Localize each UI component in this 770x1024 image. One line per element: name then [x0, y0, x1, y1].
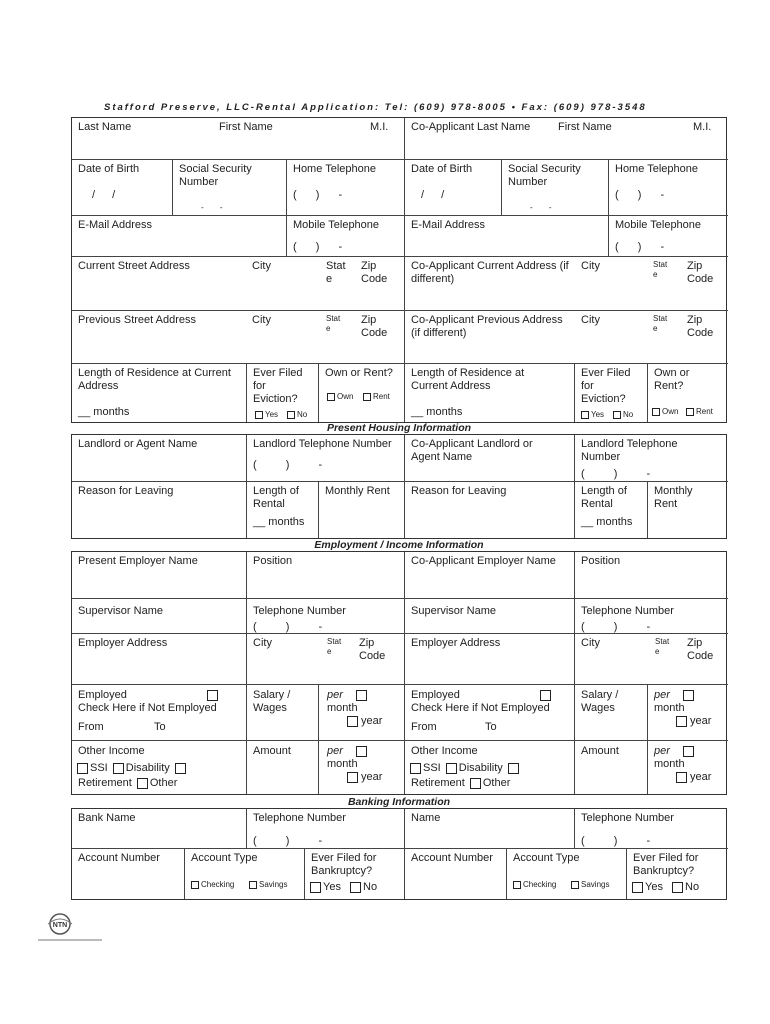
co-dob-blank: / / — [421, 189, 445, 201]
co-own-label: Own — [662, 407, 679, 416]
ntn-logo-mark — [30, 912, 110, 946]
amount-year-checkbox[interactable] — [347, 772, 358, 783]
co-bank-tel-blank: ( ) - — [581, 835, 651, 847]
savings-checkbox[interactable] — [249, 881, 257, 889]
mobile-label: Mobile Telephone — [293, 219, 380, 231]
co-income-sources-row-2 — [411, 777, 510, 790]
co-employer-state-label: State — [655, 637, 670, 656]
co-employer-name-field[interactable] — [405, 552, 575, 599]
landlord-tel-field[interactable] — [247, 435, 405, 482]
co-salary-period-field[interactable] — [648, 685, 728, 741]
employment-section — [71, 551, 727, 795]
co-amount-month-label: month — [654, 758, 685, 770]
co-mi-label: M.I. — [693, 121, 712, 133]
co-previous-zip-label: Zip Code — [687, 314, 714, 339]
co-landlord-name-field[interactable] — [405, 435, 575, 482]
co-amount-year-label: year — [690, 771, 712, 783]
amount-per-label: per — [327, 745, 343, 757]
co-employer-city-field[interactable] — [575, 634, 728, 685]
co-landlord-tel-label: Landlord Telephone Number — [581, 438, 678, 463]
account-type-label: Account Type — [191, 852, 258, 864]
retirement-label: Retirement — [78, 777, 132, 789]
from-label: From — [78, 721, 104, 733]
landlord-name-label: Landlord or Agent Name — [78, 438, 198, 450]
co-previous-city-label: City — [581, 314, 600, 326]
last-name-label: Last Name — [78, 121, 132, 133]
co-mobile-field[interactable] — [609, 216, 728, 257]
eviction-no-label: No — [297, 410, 308, 419]
co-employer-address-field[interactable] — [405, 634, 575, 685]
bank-tel-field[interactable] — [247, 809, 405, 849]
co-landlord-tel-field[interactable] — [575, 435, 728, 482]
employer-city-label: City — [253, 637, 272, 649]
bankruptcy-no-checkbox[interactable] — [350, 882, 361, 893]
co-landlord-name-label: Co-Applicant Landlord or Agent Name — [411, 438, 533, 463]
co-disability-extra-checkbox[interactable] — [508, 763, 519, 774]
co-length-residence-field[interactable] — [405, 364, 575, 422]
co-current-city-label: City — [581, 260, 600, 272]
co-savings-checkbox[interactable] — [571, 881, 579, 889]
ssi-label: SSI — [90, 762, 108, 774]
ntn-logo-text: NTN — [52, 922, 68, 929]
co-employer-zip-label: Zip Code — [687, 637, 714, 662]
reason-leaving-label: Reason for Leaving — [78, 485, 174, 497]
current-address-label: Current Street Address — [78, 260, 190, 272]
home-tel-blank: ( ) - — [293, 189, 343, 201]
co-monthly-rent-label: Monthly Rent — [654, 485, 693, 510]
salary-per-label: per — [327, 689, 343, 701]
landlord-tel-label: Landlord Telephone Number — [253, 438, 392, 450]
monthly-rent-field[interactable] — [319, 482, 405, 538]
employed-label: Employed — [78, 689, 127, 701]
previous-zip-label: Zip Code — [361, 314, 388, 339]
co-amount-period-field[interactable] — [648, 741, 728, 794]
co-last-name-field[interactable] — [405, 118, 728, 160]
salary-period-field[interactable] — [319, 685, 405, 741]
mobile-field[interactable] — [287, 216, 405, 257]
co-bankruptcy-yes-checkbox[interactable] — [632, 882, 643, 893]
disability-checkbox[interactable] — [113, 763, 124, 774]
rent-label: Rent — [373, 392, 390, 401]
co-rent-checkbox[interactable] — [686, 408, 694, 416]
co-other-income-label: Other Income — [411, 745, 478, 757]
co-landlord-tel-blank: ( ) - — [581, 468, 651, 480]
checking-checkbox[interactable] — [191, 881, 199, 889]
salary-field[interactable] — [247, 685, 319, 741]
co-eviction-label: Ever Filed for Eviction? — [581, 367, 631, 405]
co-ssi-label: SSI — [423, 762, 441, 774]
banking-section — [71, 808, 727, 900]
own-option[interactable] — [325, 392, 353, 402]
co-salary-month-checkbox[interactable] — [683, 690, 694, 701]
co-salary-year-label: year — [690, 715, 712, 727]
employer-zip-label: Zip Code — [359, 637, 386, 662]
dob-field[interactable] — [72, 160, 173, 216]
amount-period-field[interactable] — [319, 741, 405, 794]
co-account-type-field[interactable] — [507, 849, 627, 899]
co-last-name-label: Co-Applicant Last Name — [411, 121, 531, 133]
co-home-tel-label: Home Telephone — [615, 163, 698, 175]
home-tel-label: Home Telephone — [293, 163, 376, 175]
checking-option[interactable] — [189, 880, 234, 890]
position-label: Position — [253, 555, 293, 567]
previous-city-label: City — [252, 314, 271, 326]
co-amount-per-label: per — [654, 745, 670, 757]
co-own-rent-field[interactable] — [648, 364, 728, 422]
co-bankruptcy-no-label: No — [685, 881, 700, 893]
co-amount-year-checkbox[interactable] — [676, 772, 687, 783]
not-employed-label: Check Here if Not Employed — [78, 702, 217, 714]
length-residence-label: Length of Residence at Current Address — [78, 367, 231, 392]
amount-month-checkbox[interactable] — [356, 746, 367, 757]
co-eviction-no-label: No — [623, 410, 634, 419]
other-checkbox[interactable] — [137, 778, 148, 789]
rent-option[interactable] — [361, 392, 390, 402]
length-rental-months: __ months — [253, 516, 305, 528]
co-dob-label: Date of Birth — [411, 163, 473, 175]
co-account-number-label: Account Number — [411, 852, 493, 864]
length-residence-field[interactable] — [72, 364, 247, 422]
employer-address-label: Employer Address — [78, 637, 168, 649]
co-checking-option[interactable] — [511, 880, 556, 890]
co-current-address-label: Co-Applicant Current Address (if different) — [411, 260, 569, 285]
co-length-residence-months: __ months — [411, 406, 463, 418]
co-income-sources-row — [408, 762, 521, 775]
ssn-blank: - - — [201, 203, 223, 212]
other-label: Other — [149, 777, 178, 789]
co-disability-checkbox[interactable] — [446, 763, 457, 774]
co-employed-field[interactable] — [405, 685, 575, 741]
co-salary-label: Salary / Wages — [581, 689, 619, 714]
own-checkbox[interactable] — [327, 393, 335, 401]
co-employer-tel-field[interactable] — [575, 599, 728, 634]
mobile-blank: ( ) - — [293, 241, 343, 253]
co-not-employed-checkbox[interactable] — [540, 690, 551, 701]
housing-section-title: Present Housing Information — [326, 422, 472, 434]
disability-extra-checkbox[interactable] — [175, 763, 186, 774]
co-salary-month-label: month — [654, 702, 685, 714]
bank-tel-blank: ( ) - — [253, 835, 323, 847]
co-bank-tel-label: Telephone Number — [581, 812, 674, 824]
income-sources-row — [75, 762, 188, 775]
co-rent-option[interactable] — [684, 407, 713, 417]
co-savings-option[interactable] — [569, 880, 609, 890]
current-zip-label: Zip Code — [361, 260, 388, 285]
co-savings-label: Savings — [581, 880, 610, 889]
co-bankruptcy-field[interactable] — [627, 849, 728, 899]
co-bankruptcy-no-checkbox[interactable] — [672, 882, 683, 893]
co-ssn-label: Social Security Number — [508, 163, 581, 188]
employer-state-label: State — [327, 637, 342, 656]
co-email-field[interactable] — [405, 216, 609, 257]
co-supervisor-label: Supervisor Name — [411, 605, 496, 617]
previous-address-label: Previous Street Address — [78, 314, 197, 326]
co-eviction-field[interactable] — [575, 364, 648, 422]
co-first-name-label: First Name — [558, 121, 612, 133]
co-amount-month-checkbox[interactable] — [683, 746, 694, 757]
co-other-checkbox[interactable] — [470, 778, 481, 789]
co-dob-field[interactable] — [405, 160, 502, 216]
co-current-zip-label: Zip Code — [687, 260, 714, 285]
eviction-yes-checkbox[interactable] — [255, 411, 263, 419]
banking-section-title: Banking Information — [347, 796, 451, 808]
length-rental-label: Length of Rental — [253, 485, 299, 510]
income-sources-row-2 — [78, 777, 177, 790]
to-label: To — [154, 721, 166, 733]
savings-label: Savings — [259, 880, 288, 889]
co-eviction-no-checkbox[interactable] — [613, 411, 621, 419]
own-rent-label: Own or Rent? — [325, 367, 393, 379]
co-account-type-label: Account Type — [513, 852, 580, 864]
co-email-label: E-Mail Address — [411, 219, 485, 231]
co-eviction-yes-option[interactable] — [579, 410, 604, 420]
bankruptcy-yes-label: Yes — [323, 881, 341, 893]
dob-label: Date of Birth — [78, 163, 140, 175]
co-other-income-field[interactable] — [405, 741, 575, 794]
co-rent-label: Rent — [696, 407, 713, 416]
employer-name-field[interactable] — [72, 552, 247, 599]
employer-address-field[interactable] — [72, 634, 247, 685]
amount-year-label: year — [361, 771, 383, 783]
savings-option[interactable] — [247, 880, 287, 890]
email-field[interactable] — [72, 216, 287, 257]
email-label: E-Mail Address — [78, 219, 152, 231]
co-salary-field[interactable] — [575, 685, 648, 741]
co-length-rental-label: Length of Rental — [581, 485, 627, 510]
eviction-field[interactable] — [247, 364, 319, 422]
current-city-label: City — [252, 260, 271, 272]
co-mobile-label: Mobile Telephone — [615, 219, 702, 231]
co-salary-year-checkbox[interactable] — [676, 716, 687, 727]
co-employer-city-label: City — [581, 637, 600, 649]
co-own-option[interactable] — [650, 407, 678, 417]
account-number-field[interactable] — [72, 849, 185, 899]
own-rent-field[interactable] — [319, 364, 405, 422]
co-bankruptcy-label: Ever Filed for Bankruptcy? — [633, 852, 699, 877]
employer-tel-label: Telephone Number — [253, 605, 346, 617]
ssn-field[interactable] — [173, 160, 287, 216]
co-employed-label: Employed — [411, 689, 460, 701]
co-length-rental-months: __ months — [581, 516, 633, 528]
amount-field[interactable] — [247, 741, 319, 794]
eviction-label: Ever Filed for Eviction? — [253, 367, 303, 405]
home-tel-field[interactable] — [287, 160, 405, 216]
salary-year-checkbox[interactable] — [347, 716, 358, 727]
employer-tel-blank: ( ) - — [253, 621, 323, 633]
bank-tel-label: Telephone Number — [253, 812, 346, 824]
co-not-employed-label: Check Here if Not Employed — [411, 702, 550, 714]
co-amount-label: Amount — [581, 745, 619, 757]
amount-month-label: month — [327, 758, 358, 770]
length-residence-months: __ months — [78, 406, 130, 418]
co-account-number-field[interactable] — [405, 849, 507, 899]
bank-name-field[interactable] — [72, 809, 247, 849]
bankruptcy-label: Ever Filed for Bankruptcy? — [311, 852, 377, 877]
supervisor-field[interactable] — [72, 599, 247, 634]
bankruptcy-no-label: No — [363, 881, 378, 893]
co-bankruptcy-yes-label: Yes — [645, 881, 663, 893]
co-previous-address-label: Co-Applicant Previous Address (if different) — [411, 314, 563, 339]
previous-state-label: State — [326, 314, 341, 333]
amount-label: Amount — [253, 745, 291, 757]
housing-section — [71, 434, 727, 539]
applicant-section — [71, 117, 727, 423]
position-field[interactable] — [247, 552, 405, 599]
co-reason-leaving-field[interactable] — [405, 482, 575, 538]
account-number-label: Account Number — [78, 852, 160, 864]
co-current-address-field[interactable] — [405, 257, 728, 311]
eviction-no-checkbox[interactable] — [287, 411, 295, 419]
salary-month-checkbox[interactable] — [356, 690, 367, 701]
ssn-label: Social Security Number — [179, 163, 252, 188]
co-previous-address-field[interactable] — [405, 311, 728, 364]
co-monthly-rent-field[interactable] — [648, 482, 728, 538]
ntn-logo — [30, 912, 110, 946]
rent-checkbox[interactable] — [363, 393, 371, 401]
eviction-yes-option[interactable] — [253, 410, 278, 420]
co-ssi-checkbox[interactable] — [410, 763, 421, 774]
co-from-label: From — [411, 721, 437, 733]
co-employer-address-label: Employer Address — [411, 637, 501, 649]
other-income-field[interactable] — [72, 741, 247, 794]
co-home-tel-blank: ( ) - — [615, 189, 665, 201]
co-bank-name-label: Name — [411, 812, 441, 824]
bank-name-label: Bank Name — [78, 812, 136, 824]
eviction-yes-label: Yes — [265, 410, 279, 419]
salary-year-label: year — [361, 715, 383, 727]
salary-label: Salary / Wages — [253, 689, 291, 714]
last-name-field[interactable] — [72, 118, 405, 160]
co-employer-tel-label: Telephone Number — [581, 605, 674, 617]
co-to-label: To — [485, 721, 497, 733]
mi-label: M.I. — [370, 121, 389, 133]
co-amount-field[interactable] — [575, 741, 648, 794]
account-type-field[interactable] — [185, 849, 305, 899]
co-home-tel-field[interactable] — [609, 160, 728, 216]
co-employer-tel-blank: ( ) - — [581, 621, 651, 633]
co-bank-tel-field[interactable] — [575, 809, 728, 849]
dob-blank: / / — [92, 189, 116, 201]
other-income-label: Other Income — [78, 745, 145, 757]
co-own-checkbox[interactable] — [652, 408, 660, 416]
employer-tel-field[interactable] — [247, 599, 405, 634]
previous-address-field[interactable] — [72, 311, 405, 364]
bankruptcy-options — [308, 881, 377, 894]
current-address-field[interactable] — [72, 257, 405, 311]
eviction-no-option[interactable] — [285, 410, 307, 420]
bankruptcy-field[interactable] — [305, 849, 405, 899]
disability-label: Disability — [125, 762, 170, 774]
ssi-checkbox[interactable] — [77, 763, 88, 774]
co-retirement-label: Retirement — [411, 777, 465, 789]
landlord-name-field[interactable] — [72, 435, 247, 482]
co-eviction-yes-checkbox[interactable] — [581, 411, 589, 419]
co-bankruptcy-options — [630, 881, 699, 894]
co-other-label: Other — [482, 777, 511, 789]
co-salary-per-label: per — [654, 689, 670, 701]
salary-month-label: month — [327, 702, 358, 714]
employer-city-field[interactable] — [247, 634, 405, 685]
supervisor-label: Supervisor Name — [78, 605, 163, 617]
first-name-label: First Name — [219, 121, 273, 133]
co-position-label: Position — [581, 555, 621, 567]
co-own-rent-label: Own or Rent? — [654, 367, 690, 392]
bankruptcy-yes-checkbox[interactable] — [310, 882, 321, 893]
co-checking-checkbox[interactable] — [513, 881, 521, 889]
reason-leaving-field[interactable] — [72, 482, 247, 538]
employed-field[interactable] — [72, 685, 247, 741]
co-ssn-blank: - - — [530, 203, 552, 212]
co-eviction-no-option[interactable] — [611, 410, 633, 420]
co-mobile-blank: ( ) - — [615, 241, 665, 253]
landlord-tel-blank: ( ) - — [253, 459, 323, 471]
co-disability-label: Disability — [458, 762, 503, 774]
co-length-residence-label: Length of Residence at Current Address — [411, 367, 525, 392]
co-eviction-yes-label: Yes — [591, 410, 605, 419]
co-supervisor-field[interactable] — [405, 599, 575, 634]
checking-label: Checking — [201, 880, 235, 889]
current-state-label: State — [326, 260, 346, 285]
co-previous-state-label: State — [653, 314, 668, 333]
employment-section-title: Employment / Income Information — [314, 539, 484, 551]
form-header: Stafford Preserve, LLC-Rental Application: Tel: (609) 978-8005 • Fax: (609) 978-3548 — [104, 102, 647, 113]
co-checking-label: Checking — [523, 880, 557, 889]
co-current-state-label: State — [653, 260, 668, 279]
employer-name-label: Present Employer Name — [78, 555, 198, 567]
co-employer-name-label: Co-Applicant Employer Name — [411, 555, 556, 567]
monthly-rent-label: Monthly Rent — [325, 485, 390, 497]
co-ssn-field[interactable] — [502, 160, 609, 216]
length-rental-field[interactable] — [247, 482, 319, 538]
not-employed-checkbox[interactable] — [207, 690, 218, 701]
co-length-rental-field[interactable] — [575, 482, 648, 538]
co-position-field[interactable] — [575, 552, 728, 599]
co-reason-leaving-label: Reason for Leaving — [411, 485, 507, 497]
co-bank-name-field[interactable] — [405, 809, 575, 849]
own-label: Own — [337, 392, 354, 401]
